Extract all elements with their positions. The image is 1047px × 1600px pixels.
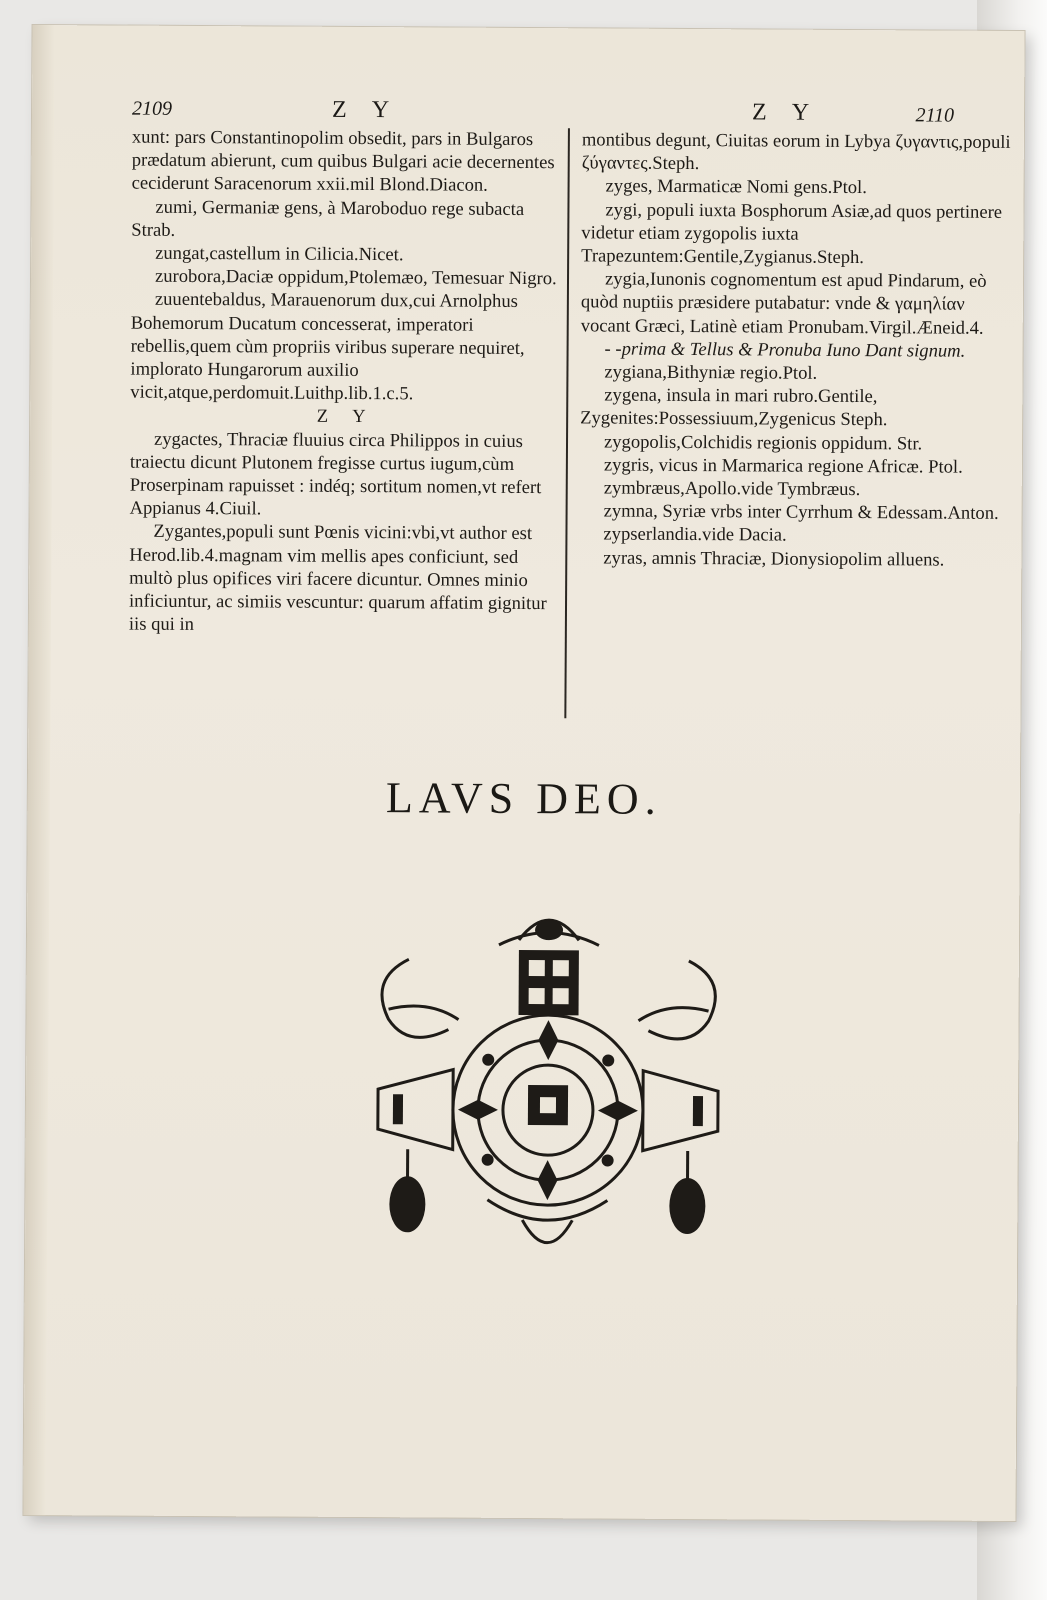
entry: zymbræus,Apollo.vide Tymbræus. [603,477,861,501]
entry: zuuentebaldus, Marauenorum dux,cui Arnolphus Bohemorum Ducatum concesserat, imperatori rebellis,quem cùm propriis viribus superare nequiret, implorato Hungarorum auxilio vicit,atque,perdomuit.Luithp.lib.1.c.5. [130,289,525,405]
running-title-left: Z Y [331,96,400,124]
entry: zyges, Marmaticæ Nomi gens.Ptol. [605,175,867,199]
closing-laus-deo: LAVS DEO. [385,773,662,824]
right-column [579,128,1012,571]
entry: zungat,castellum in Cilicia.Nicet. [155,242,404,266]
entry: zygopolis,Colchidis regionis oppidum. Str. [603,431,923,455]
entry: zygi, populi iuxta Bosphorum Asiæ,ad quos pertinere videtur etiam zygopolis iuxta Trapezuntem:Gentile,Zygianus.Steph. [581,199,1003,269]
entry: xunt: pars Constantinopolim obsedit, pars in Bulgaros prædatum abierunt, cum quibus Bulgari acie decernentes ceciderunt Saracenorum xxii.mil Blond.Diacon. [131,126,555,197]
entry: zymna, Syriæ vrbs inter Cyrrhum & Edessam.Anton. [603,500,999,525]
entry: zygactes, Thraciæ fluuius circa Philippos in cuius traiectu dicunt Plutonem fregisse curtus iugum,cùm Proserpinam rapuisset : indéq; sortitum nomen,vt refert Appianus 4.Ciuil. [129,428,542,520]
column-rule [564,128,569,718]
page-number-right: 2110 [915,104,955,127]
entry: zygris, vicus in Marmarica regione Africæ. Ptol. [603,454,963,478]
printers-device-ornament-icon [347,899,749,1266]
entry: zypserlandia.vide Dacia. [603,523,787,547]
entry: zygiana,Bithyniæ regio.Ptol. [604,361,818,384]
entry: zygia,Iunonis cognomentum est apud Pindarum, eò quòd nuptiis præsidere putabatur: vnde & γαμηλίαν vocant Græci, Latinè etiam Pronubam.Virgil.Æneid.4. [580,268,987,339]
entry: zyras, amnis Thraciæ, Dionysiopolim alluens. [603,547,945,571]
entry: montibus degunt, Ciuitas eorum in Lybya ζυγαντις,populi ζύγαντες.Steph. [581,129,1011,175]
section-subhead: Z Y [316,406,376,428]
entry: zumi, Germaniæ gens, à Maroboduo rege subacta Strab. [131,196,525,241]
page-number-left: 2109 [131,97,173,120]
verse-quotation: - -prima & Tellus & Pronuba Iuno Dant signum. [604,338,966,362]
entry: zygena, insula in mari rubro.Gentile, Zygenites:Possessiuum,Zygenicus Steph. [580,384,888,431]
book-page [23,25,1024,1521]
entry: Zygantes,populi sunt Pœnis vicini:vbi,vt author est Herod.lib.4.magnam vim mellis apes conficiunt, sed multò plus opifices viri facere dicuntur. Omnes minio inficiuntur, ac simiis vescuntur: quarum affatim gignitur iis qui in [128,521,547,636]
running-title-right: Z Y [751,99,820,126]
entry: zurobora,Daciæ oppidum,Ptolemæo, Temesuar Nigro. [154,265,557,290]
left-column [129,126,564,639]
